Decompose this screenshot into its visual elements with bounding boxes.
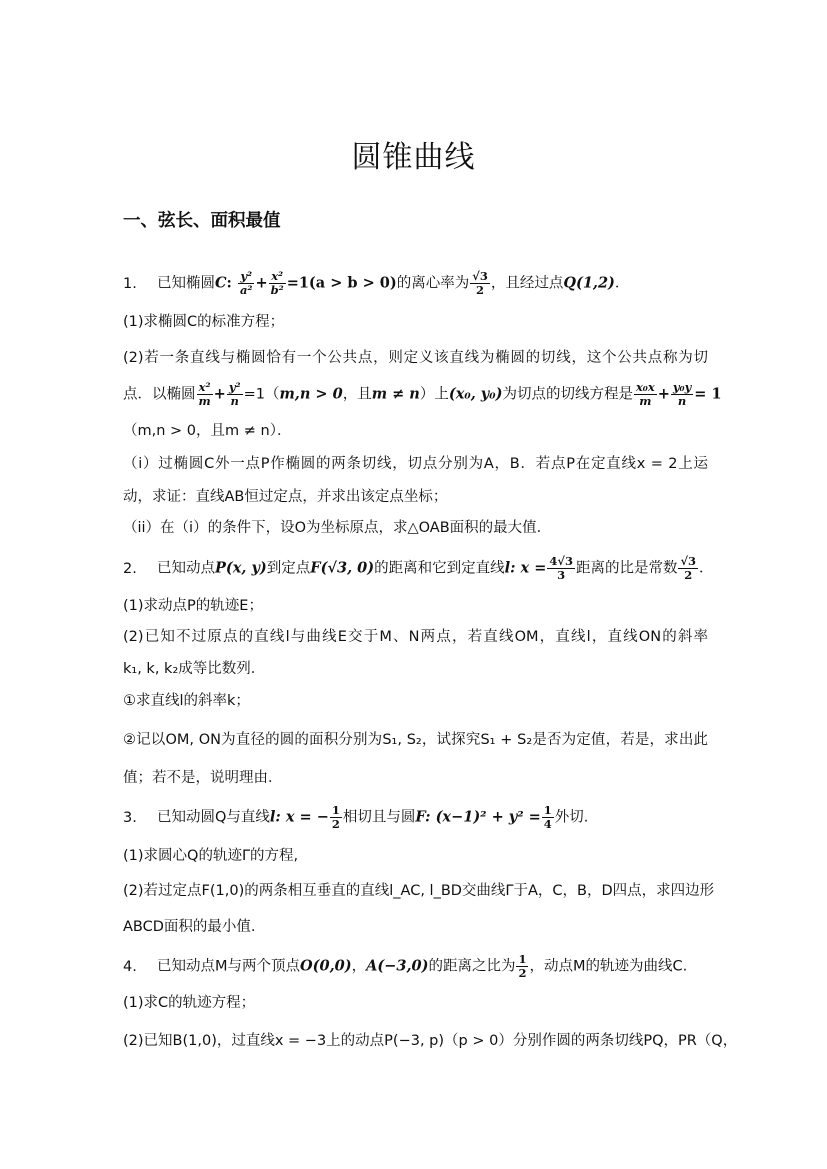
section-heading: 一、弦长、面积最值: [123, 211, 281, 231]
problem-3-part-2-line-1: (2)若过定点F(1,0)的两条相互垂直的直线l_AC, l_BD交曲线Γ于A，C，B，D四点，求四边形: [123, 883, 715, 899]
problem-1-part-2-i-line-2: 动，求证：直线AB恒过定点，并求出该定点坐标；: [123, 489, 448, 505]
problem-3-part-1: (1)求圆心Q的轨迹Γ的方程,: [123, 848, 299, 864]
fraction: $\frac{\text{y²}}{n}$: [228, 380, 241, 408]
problem-1-part-2-ii: （ii）在（i）的条件下，设O为坐标原点，求△OAB面积的最大值．: [123, 520, 552, 536]
problem-4-part-1: (1)求C的轨迹方程；: [123, 995, 256, 1011]
problem-3-part-2-line-2: ABCD面积的最小值.: [123, 919, 256, 935]
problem-1-part-2-i-line-1: （i）过椭圆C外一点P作椭圆的两条切线，切点分别为A，B．若点P在定直线x = 2上运: [123, 456, 708, 472]
page-title: 圆锥曲线: [351, 140, 476, 175]
fraction: $\frac{√3}{2}$: [472, 269, 488, 297]
problem-2-part-2-line-2: k₁, k, k₂成等比数列．: [123, 661, 266, 677]
problem-2-part-1: (1)求动点P的轨迹E；: [123, 598, 263, 614]
problem-4-stem: 4. 已知动点M与两个顶点O(0,0)，A(−3,0)的距离之比为 $\frac{1}{2}$ ，动点M的轨迹为曲线C.: [123, 952, 688, 980]
problem-3-stem: 3. 已知动圆Q与直线l: x = − $\frac{1}{2}$ 相切且与圆F: (x−1)² + y² = $\frac{1}{4}$ 外切.: [123, 803, 589, 831]
problem-2-stem: 2. 已知动点P(x, y)到定点F(√3, 0)的距离和它到定直线l: x = $\frac{4√3}{3}$ 距离的比是常数 $\frac{√3}{2}$ ．: [123, 554, 714, 582]
problem-1-stem: 1. 已知椭圆C: $\frac{\text{y²}}{\text{a²}}$ + $\frac{\text{x²}}{\text{b²}}$ =1(a > b > 0)的离心率为 $\frac{√3}{2}$ ，且经过点Q(1,2)．: [123, 269, 630, 297]
fraction: $\frac{\text{y₀y}}{n}$: [672, 380, 692, 408]
fraction: $\frac{1}{2}$: [331, 803, 340, 831]
problem-4-part-2: (2)已知B(1,0)，过直线x = −3上的动点P(−3, p)（p > 0）分别作圆的两条切线PQ，PR（Q，: [123, 1033, 738, 1049]
problem-1-part-2-line-1: (2)若一条直线与椭圆恰有一个公共点，则定义该直线为椭圆的切线，这个公共点称为切: [123, 350, 708, 366]
fraction: $\frac{\text{x²}}{\text{b²}}$: [270, 269, 284, 297]
problem-2-part-2-sub-1: ①求直线l的斜率k；: [123, 693, 250, 709]
problem-1-part-1: (1)求椭圆C的标准方程；: [123, 314, 285, 330]
problem-2-part-2-sub-2-line-1: ②记以OM, ON为直径的圆的面积分别为S₁, S₂，试探究S₁ + S₂是否为定值，若是，求出此: [123, 732, 708, 748]
fraction: $\frac{\text{x²}}{m}$: [198, 380, 211, 408]
fraction: $\frac{\text{y²}}{\text{a²}}$: [239, 269, 253, 297]
fraction: $\frac{1}{2}$: [518, 952, 527, 980]
fraction: $\frac{√3}{2}$: [680, 554, 697, 582]
fraction: $\frac{\text{x₀x}}{m}$: [635, 380, 655, 408]
fraction: $\frac{4√3}{3}$: [549, 554, 573, 582]
problem-1-part-2-line-3: （m,n > 0，且m ≠ n）．: [123, 423, 292, 439]
problem-2-part-2-sub-2-line-2: 值；若不是，说明理由．: [123, 770, 283, 786]
problem-1-part-2-line-2: 点．以椭圆 $\frac{\text{x²}}{m}$ + $\frac{\text{y²}}{n}$ =1（m,n > 0，且m ≠ n）上(x₀, y₀)为切点的切线方程是 $\frac{\text{x₀x}}{m}$ + $\frac{\text{y₀y}}{n}$ = 1: [123, 380, 722, 408]
fraction: $\frac{1}{4}$: [543, 803, 552, 831]
problem-2-part-2-line-1: (2)已知不过原点的直线l与曲线E交于M、N两点，若直线OM，直线l，直线ON的斜率: [123, 629, 708, 645]
